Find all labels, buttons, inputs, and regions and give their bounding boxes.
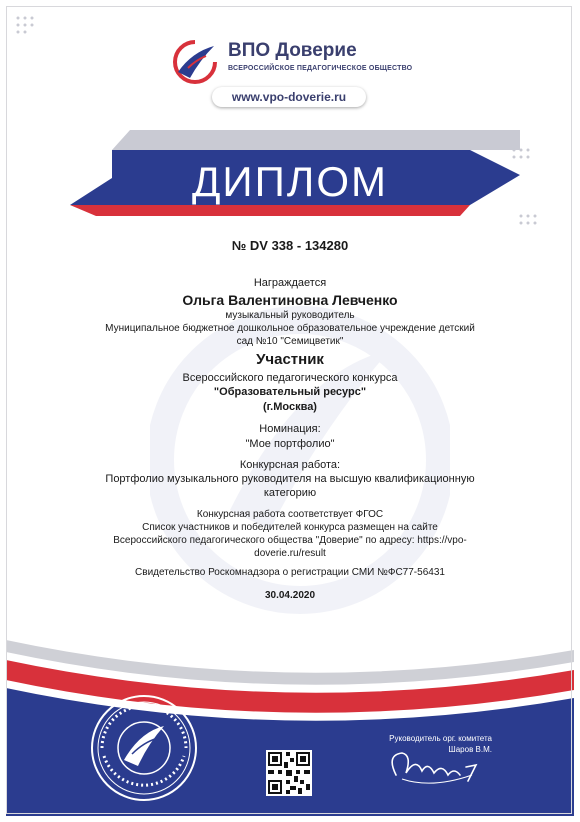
institution-line-2: сад №10 "Семицветик"	[236, 336, 344, 347]
organization-name: ВПО Доверие	[228, 40, 357, 61]
issue-date: 30.04.2020	[264, 590, 316, 601]
work-label: Конкурсная работа:	[239, 459, 341, 471]
qr-code[interactable]	[266, 750, 312, 796]
results-line-1: Список участников и победителей конкурса размещен на сайте	[142, 522, 438, 533]
organization-logo	[170, 38, 430, 84]
results-line-2: Всероссийского педагогического общества "Доверие" по адресу: https://vpo-	[113, 535, 467, 546]
awarded-label: Награждается	[253, 277, 327, 289]
contest-city: (г.Москва)	[263, 401, 317, 413]
website-link[interactable]: www.vpo-doverie.ru	[212, 87, 366, 107]
contest-line-1: Всероссийского педагогического конкурса	[182, 372, 398, 384]
work-title-line-1: Портфолио музыкального руководителя на высшую квалификационную	[105, 473, 475, 485]
corner-dots-right	[506, 146, 546, 246]
institution-line-1: Муниципальное бюджетное дошкольное образовательное учреждение детский	[105, 323, 475, 334]
registration-note: Свидетельство Роскомнадзора о регистрации СМИ №ФС77-56431	[135, 567, 445, 578]
work-title-line-2: категорию	[263, 487, 317, 499]
corner-dots-top-left	[14, 14, 54, 44]
participant-status: Участник	[256, 351, 324, 368]
organization-stamp	[88, 692, 200, 804]
results-line-3: doverie.ru/result	[254, 548, 326, 559]
signatory-title: Руководитель орг. комитета	[389, 734, 492, 743]
contest-name: "Образовательный ресурс"	[213, 386, 367, 398]
signatory-name: Шаров В.М.	[448, 745, 492, 754]
recipient-name: Ольга Валентиновна Левченко	[182, 292, 398, 308]
organization-subtitle: ВСЕРОССИЙСКОЕ ПЕДАГОГИЧЕСКОЕ ОБЩЕСТВО	[228, 65, 413, 72]
diploma-number: № DV 338 - 134280	[231, 238, 349, 253]
handwritten-signature	[372, 745, 492, 795]
recipient-position: музыкальный руководитель	[225, 310, 355, 321]
nomination-value: "Мое портфолио"	[245, 438, 335, 450]
nomination-label: Номинация:	[259, 423, 321, 435]
logo-emblem-icon	[170, 38, 220, 84]
diploma-title: ДИПЛОМ	[191, 158, 389, 205]
fgos-note: Конкурсная работа соответствует ФГОС	[196, 509, 384, 520]
